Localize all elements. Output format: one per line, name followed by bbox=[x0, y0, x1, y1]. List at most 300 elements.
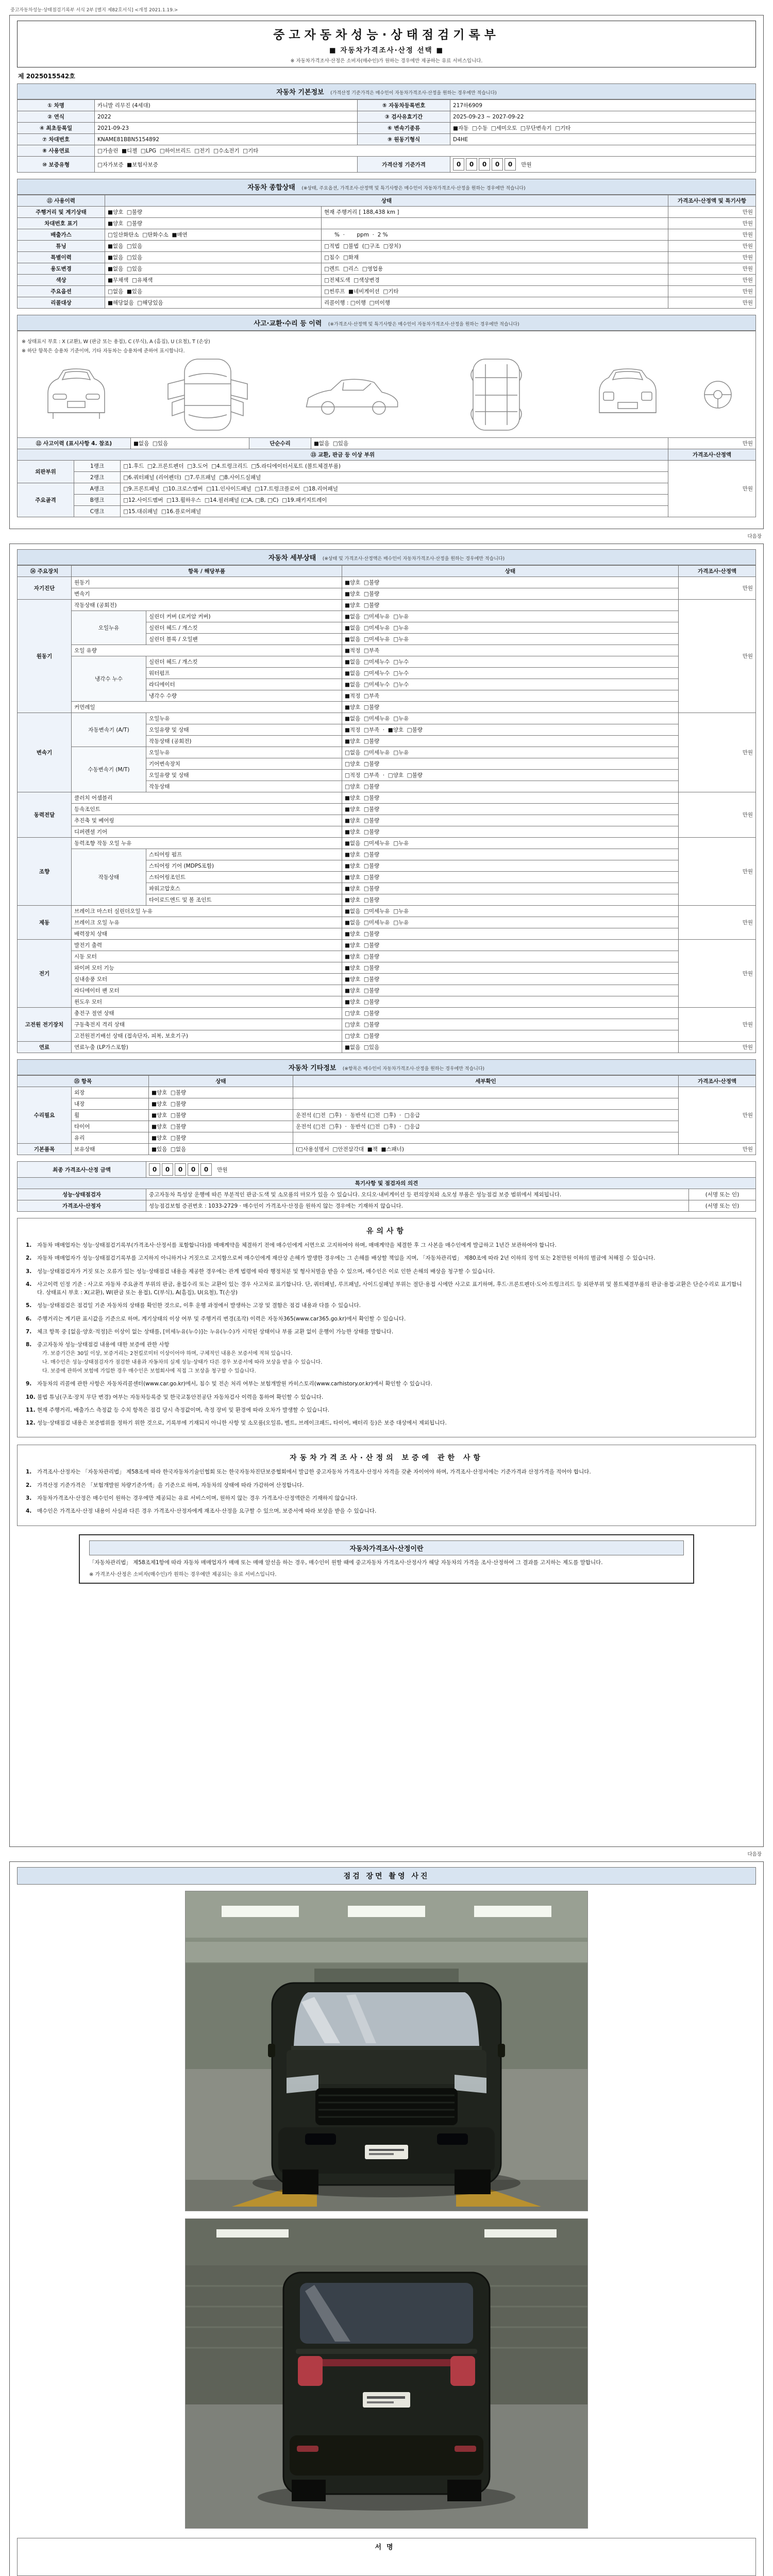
device-item-label: 워터펌프 bbox=[146, 668, 342, 679]
table-row bbox=[18, 928, 756, 940]
state-checkboxes: ■양호 □불량 bbox=[149, 1121, 293, 1132]
overall-condition-table bbox=[17, 195, 756, 309]
table-row bbox=[18, 218, 756, 229]
device-item-label: 라디에이터 bbox=[146, 679, 342, 690]
rank-label: 2랭크 bbox=[74, 472, 121, 483]
usage-item-label: 배출가스 bbox=[18, 229, 105, 241]
final-price-digits bbox=[149, 1167, 213, 1173]
document-page bbox=[3, 2, 770, 2576]
rank-label: 1랭크 bbox=[74, 461, 121, 472]
notice-text: 가격조사·산정자는 「자동차관리법」 제58조에 따라 한국자동차기술인협회 또는 한국자동차진단보증협회에서 발급한 중고자동차 가격조사·산정사 자격을 갖춘 자이어야 하며, 가격조사·산정서에는 기준가격과 산정가격을 적어야 합니다. bbox=[37, 1469, 591, 1476]
misc-info-title bbox=[17, 1059, 756, 1075]
notice-body bbox=[37, 1406, 747, 1414]
table-row bbox=[18, 506, 756, 517]
price-cell: 만원 bbox=[679, 577, 756, 600]
form-reference-note: 중고자동차성능·상태점검기록부 서식 2부 [별지 제82호서식] <개정 2021.1.19.> bbox=[10, 8, 178, 13]
notice-number: 1. bbox=[26, 1242, 32, 1248]
car-diagram-row bbox=[21, 356, 752, 433]
table-row bbox=[18, 996, 756, 1008]
device-item-label: 오일누유 bbox=[146, 747, 342, 758]
first-registration-value: 2021-09-23 bbox=[95, 123, 358, 134]
notice-number: 7. bbox=[26, 1328, 32, 1335]
device-item-label: 오일유량 및 상태 bbox=[146, 770, 342, 781]
misc-extra-checkboxes bbox=[293, 1132, 679, 1144]
device-item-label: 실린더 헤드 / 개스킷 bbox=[146, 656, 342, 668]
table-row bbox=[18, 123, 756, 134]
field-label: ④ 최초등록일 bbox=[18, 123, 95, 134]
device-item-label: 오일누유 bbox=[146, 713, 342, 724]
amount-digit: 0 bbox=[453, 158, 464, 171]
device-item-label: 와이퍼 모터 기능 bbox=[72, 962, 342, 974]
usage-item-state: □일산화탄소 □탄화수소 ■매연 bbox=[105, 229, 322, 241]
state-checkboxes: ■양호 □불량 bbox=[342, 951, 679, 962]
price-cell: 만원 bbox=[679, 940, 756, 1008]
notice-item bbox=[26, 1254, 747, 1262]
misc-price-header: 가격조사·산정액 bbox=[679, 1076, 756, 1087]
final-price-table bbox=[17, 1161, 756, 1178]
state-checkboxes: ■적정 □부족 bbox=[342, 645, 679, 656]
device-group-label: 동력전달 bbox=[18, 792, 72, 838]
table-header-row bbox=[18, 1076, 756, 1087]
base-price-digits bbox=[453, 162, 517, 168]
notice-item bbox=[26, 1380, 747, 1388]
amount-digit: 0 bbox=[149, 1163, 160, 1176]
device-item-label: 실린더 헤드 / 개스킷 bbox=[146, 622, 342, 634]
device-subgroup-label: 수동변속기 (M/T) bbox=[72, 747, 146, 792]
table-row bbox=[18, 157, 756, 173]
device-group-label: 고전원 전기장치 bbox=[18, 1008, 72, 1042]
rank-label: A랭크 bbox=[74, 483, 121, 495]
device-item-label: 라디에이터 팬 모터 bbox=[72, 985, 342, 996]
notice-body bbox=[37, 1341, 747, 1375]
table-row bbox=[18, 588, 756, 600]
notice-text: 주행거리는 계기판 표시값을 기준으로 하며, 계기상태의 이상 여부 및 주행거리 변경(조작) 이력은 자동차365(www.car365.go.kr)에서 확인할 수 있습니다. bbox=[37, 1315, 406, 1322]
device-item-label: 클러치 어셈블리 bbox=[72, 792, 342, 804]
final-price-label: 최종 가격조사·산정 금액 bbox=[18, 1162, 146, 1178]
device-group-label: 조향 bbox=[18, 838, 72, 906]
table-row bbox=[18, 951, 756, 962]
device-group-label: 원동기 bbox=[18, 600, 72, 713]
state-header: 상태 bbox=[105, 195, 668, 207]
notice-item bbox=[26, 1393, 747, 1401]
price-header: 가격조사·산정액 및 특기사항 bbox=[668, 195, 756, 207]
notice-text: 자동차가격조사·산정은 매수인이 원하는 경우에만 제공되는 유료 서비스이며, 원하지 않는 경우 가격조사·산정액란은 기재하지 않습니다. bbox=[37, 1495, 358, 1501]
field-label: ⑦ 차대번호 bbox=[18, 134, 95, 145]
device-group-label: 자기진단 bbox=[18, 577, 72, 600]
definition-footnote: ※ 가격조사·산정은 소비자(매수인)가 원하는 경우에만 제공되는 유료 서비스입니다. bbox=[89, 1571, 277, 1578]
rank-label: C랭크 bbox=[74, 506, 121, 517]
table-row bbox=[18, 702, 756, 713]
device-item-label: 작동상태 (공회전) bbox=[146, 736, 342, 747]
misc-group-label: 수리필요 bbox=[18, 1087, 72, 1144]
main-frame-group: 주요골격 bbox=[18, 483, 74, 517]
state-checkboxes: ■양호 □불량 bbox=[342, 702, 679, 713]
table-row bbox=[18, 134, 756, 145]
appraiser-opinion-text: 성능점검보험 증권번호 : 1033-2729 · 매수인이 가격조사·산정을 원하지 않는 경우에는 기재하지 않습니다. bbox=[146, 1200, 689, 1212]
car-diagram-box bbox=[17, 331, 756, 437]
appraiser-label: 가격조사·산정자 bbox=[18, 1200, 146, 1212]
state-checkboxes: ■양호 □불량 bbox=[342, 600, 679, 611]
table-row bbox=[18, 1121, 756, 1132]
notice-item bbox=[26, 1507, 747, 1515]
notice-title: 유의사항 bbox=[366, 1227, 407, 1235]
notice-item bbox=[26, 1241, 747, 1249]
price-cell: 만원 bbox=[668, 207, 756, 218]
table-row bbox=[18, 111, 756, 123]
appraiser-signature: (서명 또는 인) bbox=[689, 1200, 756, 1212]
price-cell: 만원 bbox=[668, 263, 756, 275]
price-header: 가격조사·산정액 bbox=[679, 566, 756, 577]
state-checkboxes: ■없음 □미세누유 □누유 bbox=[342, 611, 679, 622]
table-row bbox=[18, 472, 756, 483]
state-checkboxes: □양호 □불량 bbox=[342, 781, 679, 792]
table-row bbox=[18, 804, 756, 815]
rank2-items: □6.쿼터패널 (리어펜더) □7.루프패널 □8.사이드실패널 bbox=[121, 472, 668, 483]
state-checkboxes: ■양호 □불량 bbox=[149, 1132, 293, 1144]
state-checkboxes: ■양호 □불량 bbox=[342, 860, 679, 872]
device-item-label: 실린더 블록 / 오일팬 bbox=[146, 634, 342, 645]
field-label: 가격산정 기준가격 bbox=[358, 157, 450, 173]
basic-info-note: (가격산정 기준가격은 매수인이 자동차가격조사·산정을 원하는 경우에만 적습니다) bbox=[330, 91, 497, 96]
sheet-3 bbox=[9, 1861, 764, 2576]
table-row bbox=[18, 713, 756, 724]
usage-item-label: 주행거리 및 계기상태 bbox=[18, 207, 105, 218]
device-item-label: 구동축전지 격리 상태 bbox=[72, 1019, 342, 1030]
state-checkboxes: ■양호 □불량 bbox=[342, 985, 679, 996]
misc-item-header: ⑮ 항목 bbox=[18, 1076, 149, 1087]
price-cell: 만원 bbox=[668, 241, 756, 252]
notice-body bbox=[37, 1507, 747, 1515]
state-checkboxes: ■양호 □불량 bbox=[342, 894, 679, 906]
field-label: ⑤ 자동차등록번호 bbox=[358, 100, 450, 111]
usage-item-detail: □침수 □화재 bbox=[322, 252, 668, 263]
device-item-label: 발전기 출력 bbox=[72, 940, 342, 951]
table-row bbox=[18, 1030, 756, 1042]
amount-digit: 0 bbox=[505, 158, 516, 171]
table-row bbox=[18, 940, 756, 951]
state-checkboxes: ■양호 □불량 bbox=[342, 883, 679, 894]
state-header: 상태 bbox=[342, 566, 679, 577]
amount-digit: 0 bbox=[175, 1163, 186, 1176]
table-row bbox=[18, 792, 756, 804]
misc-extra-checkboxes bbox=[293, 1098, 679, 1110]
state-checkboxes: ■양호 □불량 bbox=[342, 872, 679, 883]
signature-box bbox=[17, 2538, 756, 2576]
notice-body bbox=[37, 1267, 747, 1276]
price-cell: 만원 bbox=[679, 600, 756, 713]
overall-note: (※상태, 주요옵션, 가격조사·산정액 및 특기사항은 매수인이 자동차가격조사·산정을 원하는 경우에만 적습니다) bbox=[301, 186, 526, 191]
price-cell: 만원 bbox=[679, 906, 756, 940]
misc-info-section bbox=[17, 1059, 756, 1155]
table-row bbox=[18, 495, 756, 506]
steering-wheel-icon bbox=[700, 377, 736, 413]
notice-item bbox=[26, 1481, 747, 1489]
device-group-label: 변속기 bbox=[18, 713, 72, 792]
fuel-checkboxes: □가솔린 ■디젤 □LPG □하이브리드 □전기 □수소전기 □기타 bbox=[95, 145, 756, 157]
device-item-label: 등속조인트 bbox=[72, 804, 342, 815]
table-row bbox=[18, 483, 756, 495]
notice-body bbox=[37, 1328, 747, 1336]
notice-subitem: 다. 보증에 관하여 보험에 가입한 경우 매수인은 보험회사에 직접 그 보상을 청구할 수 있습니다. bbox=[42, 1368, 256, 1375]
price-cell: 만원 bbox=[668, 252, 756, 263]
usage-item-state: ■없음 □있음 bbox=[105, 263, 322, 275]
diagram-basis-legend: ※ 하단 항목은 승용차 기준이며, 기타 자동차는 승용차에 준하여 표시합니다. bbox=[22, 348, 185, 354]
state-checkboxes: ■양호 □불량 bbox=[342, 588, 679, 600]
misc-group-label: 기본품목 bbox=[18, 1144, 72, 1155]
detail-condition-section bbox=[17, 549, 756, 1053]
state-checkboxes: ■양호 □불량 bbox=[149, 1110, 293, 1121]
inspection-period-value: 2025-09-23 ~ 2027-09-22 bbox=[450, 111, 756, 123]
table-header-row bbox=[18, 195, 756, 207]
device-item-label: 동력조향 작동 오일 누유 bbox=[72, 838, 342, 849]
state-checkboxes: □양호 □불량 bbox=[342, 1008, 679, 1019]
misc-item-label: 휠 bbox=[72, 1110, 149, 1121]
state-checkboxes: ■양호 □불량 bbox=[342, 928, 679, 940]
table-row bbox=[18, 252, 756, 263]
notice-number: 4. bbox=[26, 1508, 32, 1515]
device-item-label: 냉각수 수량 bbox=[146, 690, 342, 702]
base-price-cell bbox=[450, 157, 756, 173]
state-checkboxes: ■양호 □불량 bbox=[149, 1087, 293, 1098]
notice-text: 성능·상태점검은 점검일 기준 자동차의 상태를 확인한 것으로, 이후 운행 과정에서 발생하는 고장 및 결함은 점검 내용과 다를 수 있습니다. bbox=[37, 1302, 361, 1309]
field-label: ② 연식 bbox=[18, 111, 95, 123]
device-item-label: 고전원전기배선 상태 (접속단자, 피복, 보호기구) bbox=[72, 1030, 342, 1042]
table-header-row bbox=[18, 566, 756, 577]
state-checkboxes: ■양호 □불량 bbox=[342, 849, 679, 860]
device-item-label: 타이로드엔드 및 볼 조인트 bbox=[146, 894, 342, 906]
inspection-photos bbox=[17, 1891, 756, 2529]
field-label: ⑨ 원동기형식 bbox=[358, 134, 450, 145]
device-item-label: 추진축 및 베어링 bbox=[72, 815, 342, 826]
price-notice-title: 자동차가격조사·산정의 보증에 관한 사항 bbox=[290, 1454, 483, 1463]
table-row bbox=[18, 100, 756, 111]
accident-history-title bbox=[17, 315, 756, 331]
table-row bbox=[18, 1042, 756, 1053]
misc-extra-checkboxes bbox=[293, 1087, 679, 1098]
device-item-label: 연료누출 (LP가스포함) bbox=[72, 1042, 342, 1053]
device-item-label: 윈도우 모터 bbox=[72, 996, 342, 1008]
price-notice-list bbox=[26, 1468, 747, 1515]
detail-condition-title bbox=[17, 549, 756, 565]
notice-text: 현재 주행거리, 배출가스 측정값 등 수치 항목은 점검 당시 측정값이며, 측정 장비 및 환경에 따라 오차가 발생할 수 있습니다. bbox=[37, 1406, 330, 1413]
table-row bbox=[18, 1132, 756, 1144]
misc-item-label: 타이어 bbox=[72, 1121, 149, 1132]
state-checkboxes: ■양호 □불량 bbox=[342, 792, 679, 804]
notice-body bbox=[37, 1315, 747, 1323]
notice-number: 4. bbox=[26, 1281, 32, 1287]
final-price-section bbox=[17, 1161, 756, 1212]
table-row bbox=[18, 600, 756, 611]
usage-item-state: ■없음 □있음 bbox=[105, 241, 322, 252]
notice-number: 9. bbox=[26, 1381, 32, 1387]
overall-condition-title bbox=[17, 179, 756, 195]
notice-text: 사고이력 인정 기준 : 사고로 자동차 주요골격 부위의 판금, 용접수리 또는 교환이 있는 경우 사고차로 표기합니다. 단, 쿼터패널, 루프패널, 사이드실패널 부위는 절단·용접 시에만 사고로 표기하며, 후드·프론트펜더·도어·트렁크리드 등 외판부위 및 볼트체결부품의 판금·용접·교환은 단순수리로 표기합니다. 상태표시 부호 : X(교환), W(판금 또는 용접), C(부식), A(흠집), U(요철), T(손상) bbox=[37, 1281, 742, 1296]
notice-subitem: 나. 매수인은 성능·상태점검자가 점검한 내용과 자동차의 실제 성능·상태가 다른 경우 보증서에 따라 보상을 받을 수 있습니다. bbox=[42, 1360, 323, 1366]
usage-item-detail bbox=[322, 218, 668, 229]
table-row bbox=[18, 985, 756, 996]
field-label: ③ 검사유효기간 bbox=[358, 111, 450, 123]
notice-text: 자동차 매매업자는 성능·상태점검기록부(가격조사·산정서를 포함합니다)를 매매계약을 체결하기 전에 매수인에게 서면으로 고지하여야 하며, 매매계약을 체결한 후 그 사본을 매수인에게 발급하고 1년간 보관하여야 합니다. bbox=[37, 1242, 557, 1248]
item-header: 항목 / 해당부품 bbox=[72, 566, 342, 577]
amount-digit: 0 bbox=[200, 1163, 212, 1176]
notice-text: 불법 튜닝(구조·장치 무단 변경) 여부는 자동차등록증 및 한국교통안전공단 자동차검사 이력을 통하여 확인할 수 있습니다. bbox=[37, 1394, 324, 1400]
transmission-checkboxes: ■자동 □수동 □세미오토 □무단변속기 □기타 bbox=[450, 123, 756, 134]
usage-item-detail: % · ppm · 2 % bbox=[322, 229, 668, 241]
table-row bbox=[18, 747, 756, 758]
usage-item-label: 리콜대상 bbox=[18, 297, 105, 309]
usage-item-label: 특별이력 bbox=[18, 252, 105, 263]
field-label: ① 차명 bbox=[18, 100, 95, 111]
device-item-label: 변속기 bbox=[72, 588, 342, 600]
rankC-items: □15.대쉬패널 □16.플로어패널 bbox=[121, 506, 668, 517]
usage-item-detail: □렌트 □리스 □영업용 bbox=[322, 263, 668, 275]
detail-note: (※상태 및 가격조사·산정액은 매수인이 자동차가격조사·산정을 원하는 경우에만 적습니다) bbox=[322, 556, 505, 562]
notice-number: 2. bbox=[26, 1255, 32, 1262]
notice-body bbox=[37, 1481, 747, 1489]
price-unit: 만원 bbox=[217, 1167, 228, 1173]
table-row bbox=[18, 906, 756, 917]
notice-item bbox=[26, 1328, 747, 1336]
misc-item-label: 외장 bbox=[72, 1087, 149, 1098]
price-cell: 만원 bbox=[668, 461, 756, 517]
notice-number: 3. bbox=[26, 1495, 32, 1501]
rankA-items: □9.프론트패널 □10.크로스멤버 □11.인사이드패널 □17.트렁크플로어 □18.리어패널 bbox=[121, 483, 668, 495]
rank1-items: □1.후드 □2.프론트펜더 □3.도어 □4.트렁크리드 □5.라디에이터서포트 (볼트체결부품) bbox=[121, 461, 668, 472]
device-item-label: 오일 유량 bbox=[72, 645, 342, 656]
device-item-label: 스티어링조인트 bbox=[146, 872, 342, 883]
state-checkboxes: ■없음 □미세누수 □누수 bbox=[342, 668, 679, 679]
notice-item bbox=[26, 1267, 747, 1276]
overall-title-text: 자동차 종합상태 bbox=[247, 184, 295, 192]
registration-number-value: 217하6909 bbox=[450, 100, 756, 111]
exchange-price-header: 가격조사·산정액 bbox=[668, 449, 756, 461]
table-row bbox=[18, 145, 756, 157]
price-cell: 만원 bbox=[668, 218, 756, 229]
notice-body bbox=[37, 1280, 747, 1297]
device-item-label: 스티어링 기어 (MDPS포함) bbox=[146, 860, 342, 872]
price-notice-section bbox=[17, 1445, 756, 1526]
price-cell: 만원 bbox=[668, 297, 756, 309]
table-header-row bbox=[18, 449, 756, 461]
table-row bbox=[18, 826, 756, 838]
table-row bbox=[18, 577, 756, 588]
outer-panel-group: 외판부위 bbox=[18, 461, 74, 483]
accident-history-state: ■없음 □있음 bbox=[131, 438, 249, 449]
table-row bbox=[18, 611, 756, 622]
state-checkboxes: ■적정 □부족 · ■양호 □불량 bbox=[342, 724, 679, 736]
state-checkboxes: □적정 □부족 · □양호 □불량 bbox=[342, 770, 679, 781]
price-cell: 만원 bbox=[668, 438, 756, 449]
table-row bbox=[18, 1144, 756, 1155]
misc-extra-checkboxes: 운전석 (□전 □후) · 동반석 (□전 □후) · □응급 bbox=[293, 1110, 679, 1121]
document-header bbox=[17, 21, 756, 67]
device-subgroup-label: 작동상태 bbox=[72, 849, 146, 906]
notice-body bbox=[37, 1254, 747, 1262]
state-checkboxes: ■양호 □불량 bbox=[342, 940, 679, 951]
field-label: ⑧ 사용연료 bbox=[18, 145, 95, 157]
misc-item-label: 보유상태 bbox=[72, 1144, 149, 1155]
table-row bbox=[18, 849, 756, 860]
table-row bbox=[18, 1189, 756, 1200]
field-label: ⑩ 보증유형 bbox=[18, 157, 95, 173]
inspector-signature: (서명 또는 인) bbox=[689, 1189, 756, 1200]
table-row bbox=[18, 241, 756, 252]
basic-info-title-text: 자동차 기본정보 bbox=[276, 89, 324, 96]
rankB-items: □12.사이드멤버 □13.휠하우스 □14.필러패널 (□A, □B, □C) □19.패키지트레이 bbox=[121, 495, 668, 506]
price-cell: 만원 bbox=[679, 792, 756, 838]
inspector-opinion-table bbox=[17, 1177, 756, 1212]
state-checkboxes: ■양호 □불량 bbox=[342, 736, 679, 747]
detail-condition-rows bbox=[18, 577, 756, 1053]
table-row bbox=[18, 1200, 756, 1212]
device-subgroup-label: 오일누유 bbox=[72, 611, 146, 645]
device-item-label: 배력장치 상태 bbox=[72, 928, 342, 940]
inspection-photo-rear bbox=[185, 2218, 588, 2529]
state-checkboxes: ■양호 □불량 bbox=[342, 815, 679, 826]
device-item-label: 스티어링 펌프 bbox=[146, 849, 342, 860]
engine-type-value: D4HE bbox=[450, 134, 756, 145]
state-checkboxes: ■있음 □없음 bbox=[149, 1144, 293, 1155]
table-row bbox=[18, 438, 756, 449]
simple-repair-label: 단순수리 bbox=[249, 438, 311, 449]
price-cell: 만원 bbox=[679, 1042, 756, 1053]
misc-extra-header: 세부확인 bbox=[293, 1076, 679, 1087]
device-item-label: 실내송풍 모터 bbox=[72, 974, 342, 985]
state-checkboxes: ■양호 □불량 bbox=[342, 974, 679, 985]
usage-item-label: 용도변경 bbox=[18, 263, 105, 275]
misc-state-header: 상태 bbox=[149, 1076, 293, 1087]
device-group-label: 제동 bbox=[18, 906, 72, 940]
price-cell: 만원 bbox=[679, 1008, 756, 1042]
price-unit: 만원 bbox=[521, 162, 532, 168]
state-checkboxes: ■양호 □불량 bbox=[342, 577, 679, 588]
notice-text: 체크 항목 중 [없음·양호·적정]은 이상이 없는 상태를, [미세누유(누수)]는 누유(누수)가 시작된 상태이나 부품 교환 없이 운행이 가능한 상태를 말합니다. bbox=[37, 1328, 394, 1335]
state-checkboxes: ■없음 □미세누유 □누유 bbox=[342, 622, 679, 634]
misc-title-text: 자동차 기타정보 bbox=[288, 1064, 337, 1072]
device-group-label: 연료 bbox=[18, 1042, 72, 1053]
device-item-label: 작동상태 bbox=[146, 781, 342, 792]
table-row bbox=[18, 1008, 756, 1019]
simple-repair-state: ■없음 □있음 bbox=[311, 438, 668, 449]
notice-body bbox=[37, 1468, 747, 1476]
device-subgroup-label: 냉각수 누수 bbox=[72, 656, 146, 702]
notice-item bbox=[26, 1301, 747, 1310]
price-cell: 만원 bbox=[679, 838, 756, 906]
accident-history-section bbox=[17, 315, 756, 517]
usage-history-rows bbox=[18, 207, 756, 309]
table-header-row bbox=[18, 1178, 756, 1189]
device-item-label: 파워고압호스 bbox=[146, 883, 342, 894]
final-price-cell bbox=[146, 1162, 756, 1178]
detail-condition-table bbox=[17, 565, 756, 1053]
amount-digit: 0 bbox=[492, 158, 503, 171]
table-row bbox=[18, 815, 756, 826]
notice-item bbox=[26, 1494, 747, 1502]
misc-info-table bbox=[17, 1075, 756, 1155]
next-page-indicator: 다음장 bbox=[747, 1852, 762, 1857]
notice-number: 12. bbox=[26, 1420, 36, 1427]
table-row bbox=[18, 656, 756, 668]
device-item-label: 기어변속장치 bbox=[146, 758, 342, 770]
car-underbody-view-diagram bbox=[437, 356, 556, 433]
notice-subitem: 가. 보증기간은 30일 이상, 보증거리는 2천킬로미터 이상이어야 하며, 구체적인 내용은 보증서에 적혀 있습니다. bbox=[42, 1351, 293, 1357]
notice-number: 11. bbox=[26, 1406, 36, 1413]
basic-info-table bbox=[17, 99, 756, 173]
notice-item bbox=[26, 1419, 747, 1427]
car-front-view-diagram bbox=[38, 361, 115, 428]
next-page-indicator: 다음장 bbox=[747, 534, 762, 539]
accident-note: (※가격조사·산정액 및 특기사항은 매수인이 자동차가격조사·산정을 원하는 경우에만 적습니다) bbox=[328, 322, 519, 327]
